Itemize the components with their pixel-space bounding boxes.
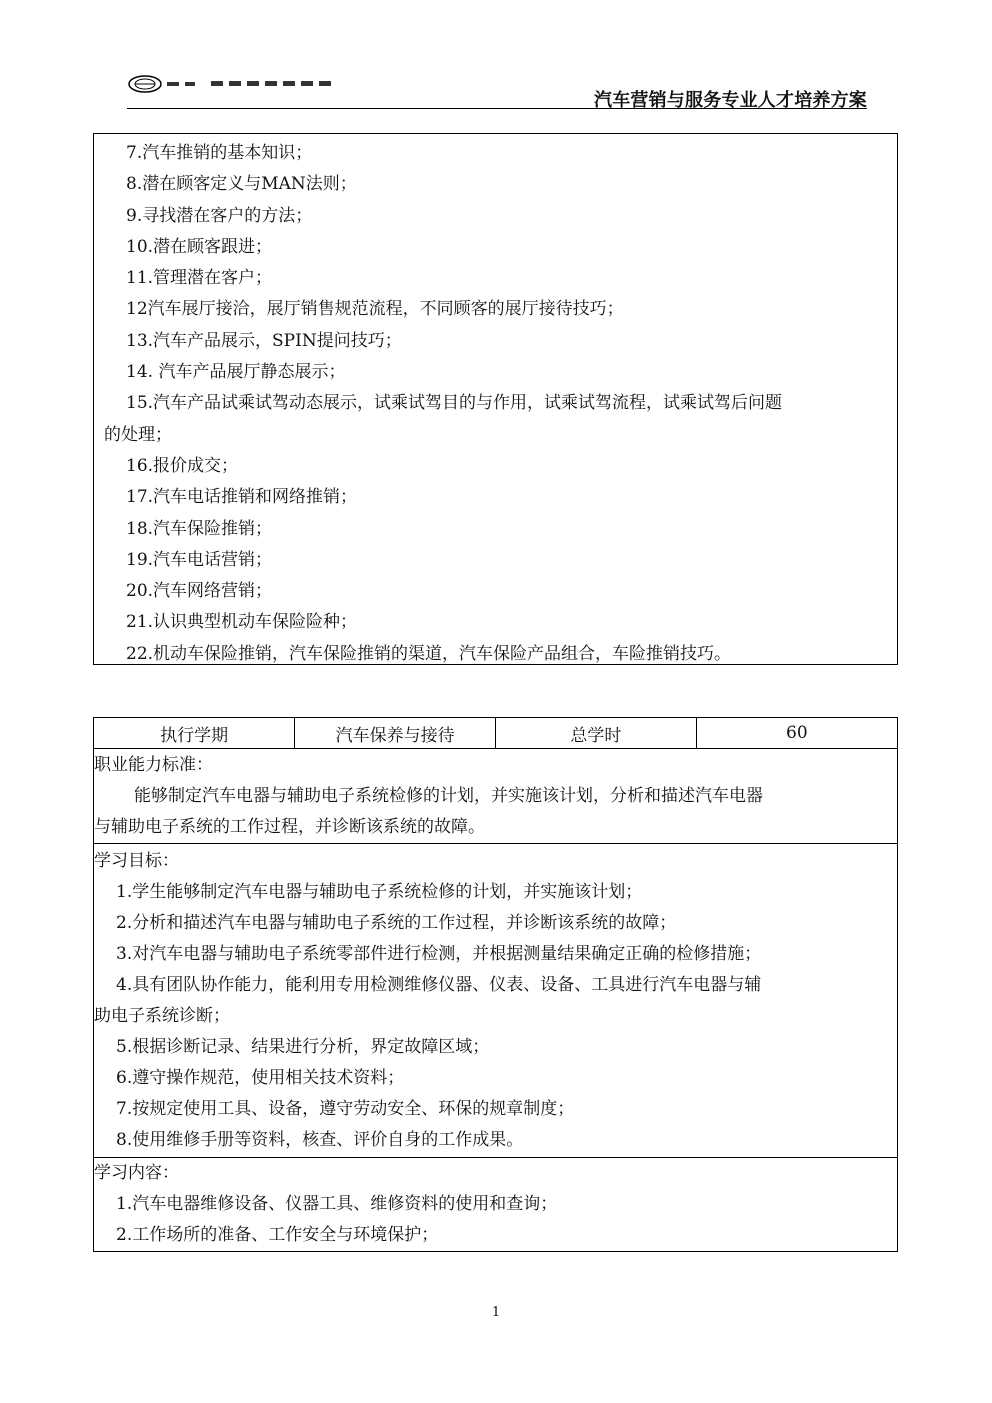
competency-cell xyxy=(94,749,897,844)
competency-title: 职业能力标准： xyxy=(94,754,213,775)
competency-row xyxy=(94,749,897,844)
page-header xyxy=(127,70,867,112)
content-line: 12汽车展厅接洽，展厅销售规范流程，不同顾客的展厅接待技巧； xyxy=(126,299,624,320)
content-row xyxy=(94,1158,897,1253)
course-table-grid xyxy=(94,718,897,1252)
hours-label: 总学时 xyxy=(496,718,697,749)
objectives-cell xyxy=(94,844,897,1158)
content-line: 21.认识典型机动车保险险种； xyxy=(126,612,358,633)
objective-line: 1.学生能够制定汽车电器与辅助电子系统检修的计划，并实施该计划； xyxy=(116,881,643,902)
content-cell xyxy=(94,1158,897,1253)
content-line: 22.机动车保险推销，汽车保险推销的渠道，汽车保险产品组合，车险推销技巧。 xyxy=(126,643,732,664)
objective-line: 助电子系统诊断； xyxy=(94,1005,230,1026)
content-line: 19.汽车电话营销； xyxy=(126,549,273,570)
objective-line: 7.按规定使用工具、设备，遵守劳动安全、环保的规章制度； xyxy=(116,1098,575,1119)
school-logo-icon xyxy=(127,74,163,94)
objective-line: 2.分析和描述汽车电器与辅助电子系统的工作过程，并诊断该系统的故障； xyxy=(116,912,677,933)
content-line: 17.汽车电话推销和网络推销； xyxy=(126,487,358,508)
objectives-row xyxy=(94,844,897,1158)
content-title: 学习内容： xyxy=(94,1163,179,1183)
content-line: 11.管理潜在客户； xyxy=(126,268,273,289)
document-title: 汽车营销与服务专业人才培养方案 xyxy=(594,90,867,111)
content-line: 15.汽车产品试乘试驾动态展示，试乘试驾目的与作用，试乘试驾流程，试乘试驾后问题 xyxy=(126,393,783,414)
objective-line: 4.具有团队协作能力，能利用专用检测维修仪器、仪表、设备、工具进行汽车电器与辅 xyxy=(116,974,762,995)
course-name: 汽车保养与接待 xyxy=(295,718,496,749)
competency-line: 能够制定汽车电器与辅助电子系统检修的计划，并实施该计划，分析和描述汽车电器 xyxy=(134,785,763,806)
page-number: 1 xyxy=(491,1305,501,1320)
hours-value: 60 xyxy=(696,718,897,749)
competency-line: 与辅助电子系统的工作过程，并诊断该系统的故障。 xyxy=(94,816,485,837)
objective-line: 3.对汽车电器与辅助电子系统零部件进行检测，并根据测量结果确定正确的检修措施； xyxy=(116,943,762,964)
content-line: 13.汽车产品展示，SPIN提问技巧； xyxy=(126,330,402,351)
content-line: 的处理； xyxy=(104,424,172,445)
school-name-graphic xyxy=(167,80,337,88)
course-content-continued-box xyxy=(93,133,898,665)
content-line: 20.汽车网络营销； xyxy=(126,581,273,602)
content-item: 2.工作场所的准备、工作安全与环境保护； xyxy=(116,1225,439,1245)
objective-line: 6.遵守操作规范，使用相关技术资料； xyxy=(116,1067,405,1088)
semester-label: 执行学期 xyxy=(94,718,295,749)
content-line: 7.汽车推销的基本知识； xyxy=(126,143,313,163)
objectives-title: 学习目标： xyxy=(94,850,179,871)
objective-line: 8.使用维修手册等资料，核查、评价自身的工作成果。 xyxy=(116,1129,524,1150)
course-table xyxy=(93,717,898,1252)
content-line: 9.寻找潜在客户的方法； xyxy=(126,205,313,226)
content-item: 1.汽车电器维修设备、仪器工具、维修资料的使用和查询； xyxy=(116,1194,558,1214)
content-line: 14. 汽车产品展厅静态展示； xyxy=(126,362,346,383)
course-header-row xyxy=(94,718,897,749)
content-line: 16.报价成交； xyxy=(126,455,239,476)
header-rule xyxy=(127,108,867,109)
content-line: 10.潜在顾客跟进； xyxy=(126,236,273,257)
objective-line: 5.根据诊断记录、结果进行分析，界定故障区域； xyxy=(116,1036,490,1057)
content-line: 8.潜在顾客定义与MAN法则； xyxy=(126,174,357,195)
content-line: 18.汽车保险推销； xyxy=(126,518,273,539)
